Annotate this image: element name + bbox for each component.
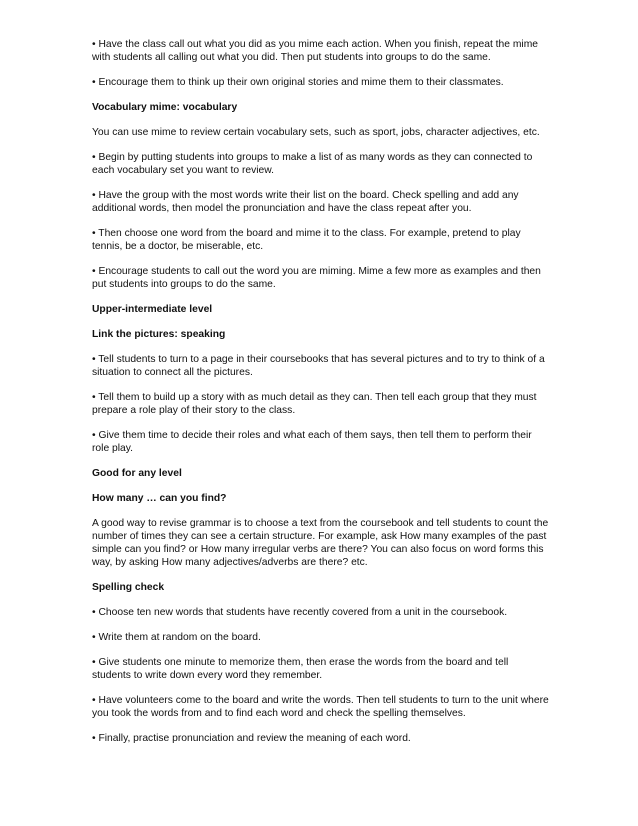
paragraph: • Give students one minute to memorize them, then erase the words from the board and tell students to write down every word they remember. [92,657,509,681]
paragraph: • Give them time to decide their roles and what each of them says, then tell them to perform their role play. [92,430,532,454]
section-heading: Spelling check [92,582,165,593]
paragraph: • Finally, practise pronunciation and review the meaning of each word. [92,733,411,744]
section-heading: Vocabulary mime: vocabulary [92,102,238,113]
document-page [92,38,550,757]
paragraph: • Encourage students to call out the word you are miming. Mime a few more as examples and then put students into groups to do the same. [92,266,541,290]
paragraph: You can use mime to review certain vocabulary sets, such as sport, jobs, character adjectives, etc. [92,127,540,138]
section-heading: Good for any level [92,468,182,479]
paragraph: A good way to revise grammar is to choose a text from the coursebook and tell students to count the number of times they can see a certain structure. For example, ask How many examples of the past simple can you find? or How many irregular verbs are there? You can also focus on word forms this way, by asking How many adjectives/adverbs are there? etc. [92,518,549,568]
paragraph: • Then choose one word from the board and mime it to the class. For example, pretend to play tennis, be a doctor, be miserable, etc. [92,228,521,252]
paragraph: • Encourage them to think up their own original stories and mime them to their classmates. [92,77,504,88]
paragraph: • Begin by putting students into groups to make a list of as many words as they can connected to each vocabulary set you want to review. [92,152,533,176]
paragraph: • Tell students to turn to a page in their coursebooks that has several pictures and to try to think of a situation to connect all the pictures. [92,354,545,378]
paragraph: • Have the class call out what you did as you mime each action. When you finish, repeat the mime with students all calling out what you did. Then put students into groups to do the same. [92,39,539,63]
paragraph: • Have volunteers come to the board and write the words. Then tell students to turn to the unit where you took the words from and to find each word and check the spelling themselves. [92,695,549,719]
section-heading: How many … can you find? [92,493,227,504]
paragraph: • Choose ten new words that students have recently covered from a unit in the coursebook. [92,607,508,618]
paragraph: • Tell them to build up a story with as much detail as they can. Then tell each group that they must prepare a role play of their story to the class. [92,392,537,416]
section-heading: Link the pictures: speaking [92,329,226,340]
paragraph: • Have the group with the most words write their list on the board. Check spelling and add any additional words, then model the pronunciation and have the class repeat after you. [92,190,519,214]
paragraph: • Write them at random on the board. [92,632,261,643]
section-heading: Upper-intermediate level [92,304,213,315]
